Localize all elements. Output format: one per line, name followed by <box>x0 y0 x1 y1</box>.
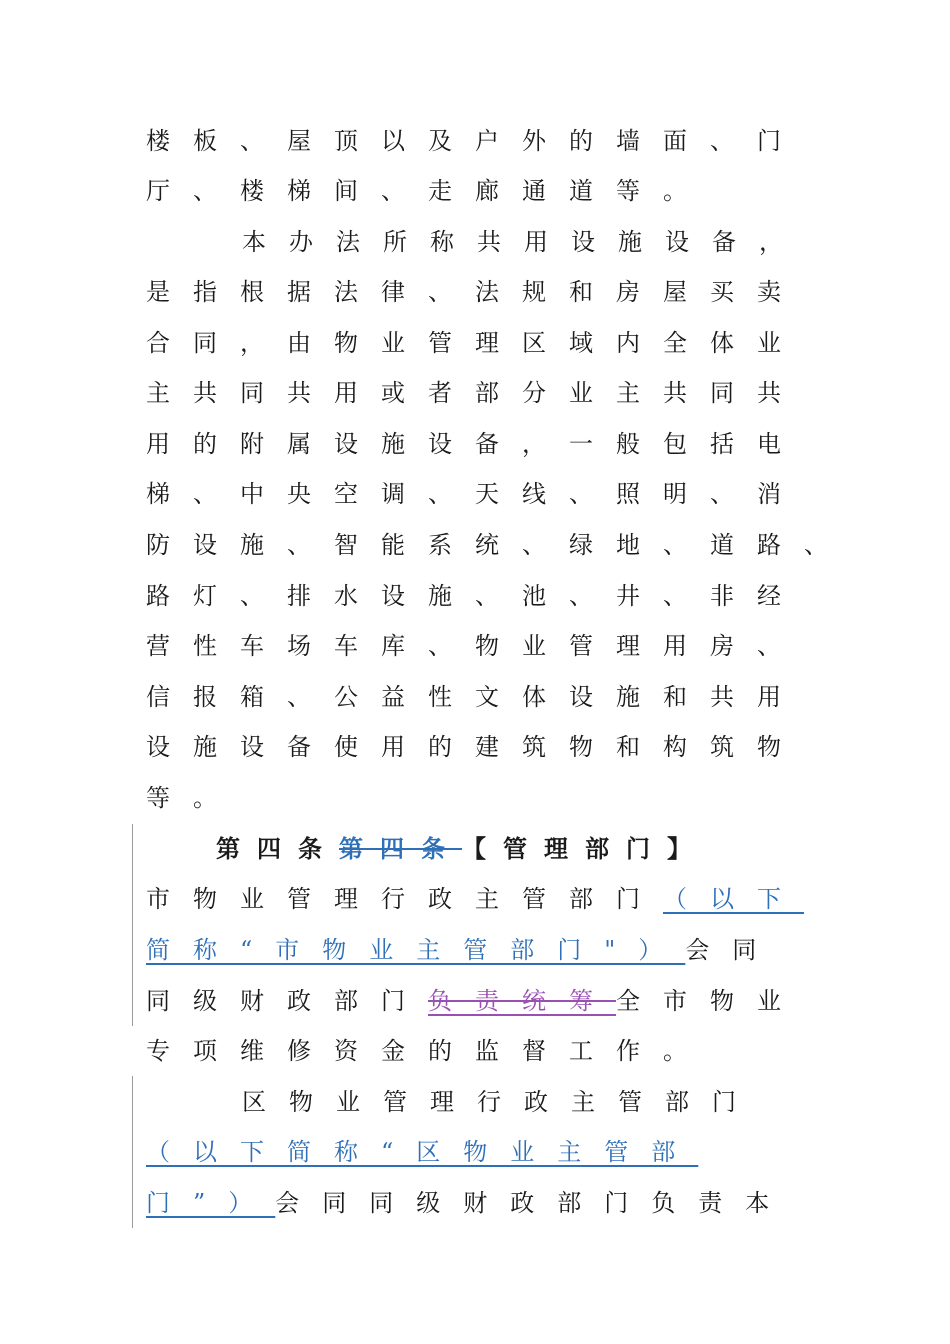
text-line-9: 防设施、智能系统、绿地、道路、 <box>146 531 851 559</box>
inserted-article-number: 第四条 <box>339 834 462 863</box>
article-text: 同级财政部门 <box>146 987 428 1015</box>
text-line-6: 主共同共用或者部分业主共同共 <box>146 379 804 407</box>
article-line-2 <box>146 930 826 970</box>
article-number: 第四条 <box>216 834 339 863</box>
text-line-8: 梯、中央空调、天线、照明、消 <box>146 480 804 508</box>
inserted-text: （以下 <box>663 885 804 913</box>
text-line-7: 用的附属设施设备，一般包括电 <box>146 430 804 458</box>
text-line-14: 等。 <box>146 784 240 812</box>
inserted-text: 简称“市物业主管部门"） <box>146 936 686 964</box>
article-line-6 <box>146 1132 766 1172</box>
text-line-3: 本办法所称共用设施设备， <box>242 228 806 256</box>
inserted-text: 门”） <box>146 1189 276 1217</box>
article-line-1 <box>146 879 826 919</box>
text-line-13: 设施设备使用的建筑物和构筑物 <box>146 733 804 761</box>
change-bar <box>132 824 133 1026</box>
text-line-2: 厅、楼梯间、走廊通道等。 <box>146 177 710 205</box>
deleted-text: 负责统筹 <box>428 987 616 1015</box>
article-text: 会同同级财政部门负责本 <box>275 1189 793 1217</box>
article-text: 市物业管理行政主管部门 <box>146 885 663 913</box>
article-line-5: 区物业管理行政主管部门 <box>242 1088 759 1116</box>
text-line-5: 合同，由物业管理区域内全体业 <box>146 329 804 357</box>
inserted-text: （以下简称“区物业主管部 <box>146 1138 699 1166</box>
text-line-11: 营性车场车库、物业管理用房、 <box>146 632 804 660</box>
article-text: 全市物业 <box>616 987 804 1015</box>
article-line-3 <box>146 981 826 1021</box>
article-title: 【管理部门】 <box>462 834 708 863</box>
article-text: 会同 <box>685 936 780 964</box>
change-bar <box>132 1076 133 1228</box>
article-line-7 <box>146 1183 826 1223</box>
text-line-10: 路灯、排水设施、池、井、非经 <box>146 582 804 610</box>
text-line-4: 是指根据法律、法规和房屋买卖 <box>146 278 804 306</box>
article-line-4: 专项维修资金的监督工作。 <box>146 1037 710 1065</box>
article-heading <box>146 829 896 869</box>
text-line-1: 楼板、屋顶以及户外的墙面、门 <box>146 127 804 155</box>
text-line-12: 信报箱、公益性文体设施和共用 <box>146 683 804 711</box>
